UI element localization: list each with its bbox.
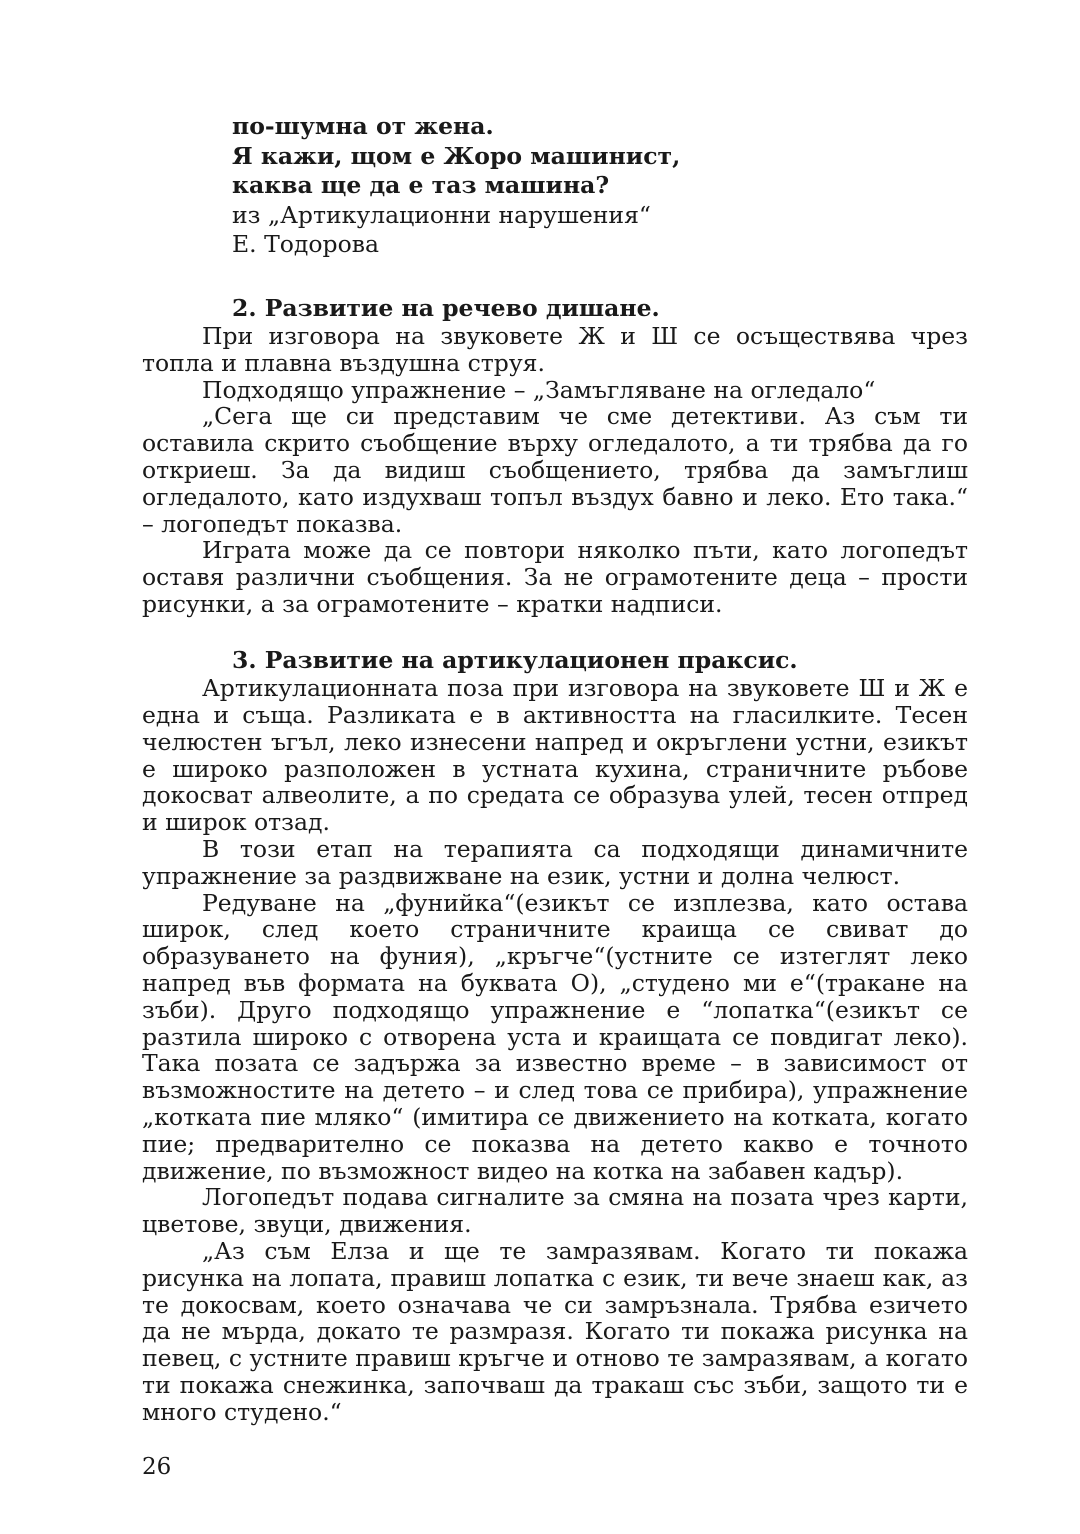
paragraph: Артикулационната поза при изговора на звуковете Ш и Ж е една и съща. Разликата е в активността на гласилките. Тесен челюстен ъгъл, леко изнесени напред и окръглени устни, езикът е широко разположен в устната кухина, страничните ръбове докосват алвеолите, а по средата се образува улей, тесен отпред и широк отзад. [142, 674, 968, 837]
poem-source: из „Артикулационни нарушения“ [232, 200, 651, 229]
poem-line: каква ще да е таз машина? [232, 171, 610, 199]
poem-line: Я кажи, щом е Жоро машинист, [232, 141, 681, 170]
paragraph: „Сега ще си представим че сме детективи. Аз съм ти оставила скрито съобщение върху огледалото, а ти трябва да го откриеш. За да видиш съобщението, трябва да замъглиш огледалото, като издухваш топъл въздух бавно и леко. Ето така.“ – логопедът показва. [142, 402, 968, 538]
poem-author: Е. Тодорова [232, 230, 379, 258]
paragraph: „Аз съм Елза и ще те замразявам. Когато ти покажа рисунка на лопата, правиш лопатка с език, ти вече знаеш как, аз те докосвам, което означава че си замръзнала. Трябва езичето да не мърда, докато те размразя. Когато ти покажа рисунка на певец, с устните правиш кръгче и отново те замразявам, а когато ти покажа снежинка, започваш да тракаш със зъби, защото ти е много студено.“ [142, 1237, 968, 1426]
poem-excerpt [232, 112, 968, 260]
section-2-title: 2. Развитие на речево дишане. [232, 293, 660, 322]
paragraph: Подходящо упражнение – „Замъгляване на огледало“ [202, 375, 876, 404]
page-body [142, 112, 968, 1426]
paragraph: Редуване на „фунийка“(езикът се изплезва, като остава широк, след което страничните краища се свиват до образуването на фуния), „кръгче“(устните се изтеглят леко напред във формата на буквата О), „студено ми е“(тракане на зъби). Друго подходящо упражнение е “лопатка“(езикът се разтила широко с отворена уста и краищата се повдигат леко). Така позата се задържа за известно време – в зависимост от възможностите на детето – и след това се прибира), упражнение „котката пие мляко“ (имитира се движението на котката, когато пие; предварително се показва на детето какво е точното движение, по възможност видео на котка на забавен кадър). [142, 888, 968, 1185]
paragraph: В този етап на терапията са подходящи динамичните упражнение за раздвижване на език, устни и долна челюст. [142, 835, 968, 890]
paragraph: При изговора на звуковете Ж и Ш се осъществява чрез топла и плавна въздушна струя. [142, 322, 968, 377]
poem-line: по-шумна от жена. [232, 112, 494, 140]
section-3-title: 3. Развитие на артикулационен праксис. [232, 645, 798, 674]
paragraph: Логопедът подава сигналите за смяна на позата чрез карти, цветове, звуци, движения. [142, 1183, 968, 1239]
paragraph: Играта може да се повтори няколко пъти, като логопедът оставя различни съобщения. За не ограмотените деца – прости рисунки, а за ограмотените – кратки надписи. [142, 536, 968, 618]
page-number: 26 [142, 1454, 172, 1480]
